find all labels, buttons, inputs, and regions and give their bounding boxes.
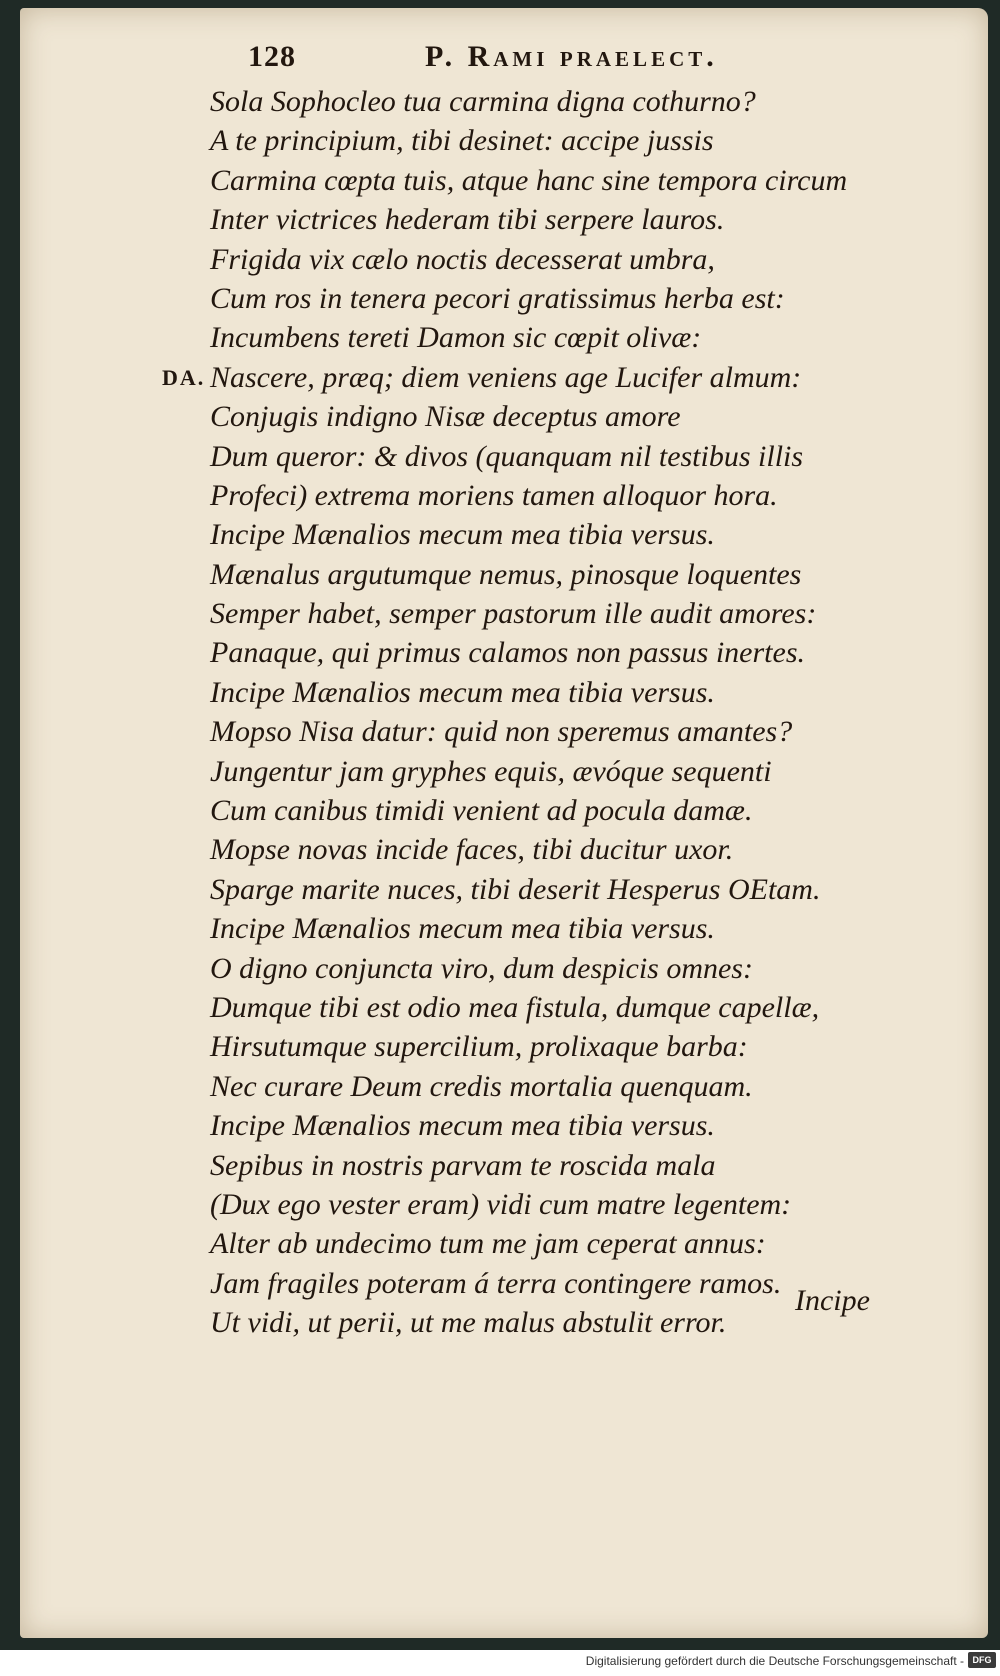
- verse-line: Mopse novas incide faces, tibi ducitur uxor.: [210, 833, 734, 867]
- verse-line: Cum canibus timidi venient ad pocula damæ.: [210, 794, 753, 828]
- verse-line: Hirsutumque supercilium, prolixaque barba:: [210, 1030, 748, 1064]
- verse-line: Incumbens tereti Damon sic cœpit olivæ:: [210, 321, 702, 355]
- verse-line: Jam fragiles poteram á terra contingere ramos.: [210, 1266, 782, 1300]
- verse-line: A te principium, tibi desinet: accipe jussis: [210, 124, 714, 158]
- verse-line: Inter victrices hederam tibi serpere lauros.: [210, 203, 725, 237]
- verse-line: Sparge marite nuces, tibi deserit Hesperus OEtam.: [210, 872, 821, 906]
- verse-line: Panaque, qui primus calamos non passus inertes.: [210, 636, 805, 670]
- refrain-line: Incipe Mænalios mecum mea tibia versus.: [210, 518, 715, 552]
- dfg-logo: DFG: [968, 1652, 996, 1668]
- catchword: Incipe: [795, 1284, 870, 1317]
- verse-line: Profeci) extrema moriens tamen alloquor hora.: [210, 478, 778, 512]
- verse-line: Sepibus in nostris parvam te roscida mala: [210, 1148, 716, 1182]
- verse-line: Dumque tibi est odio mea fistula, dumque capellæ,: [210, 990, 820, 1024]
- verse-line: Alter ab undecimo tum me jam ceperat annus:: [210, 1227, 766, 1261]
- verse-line: Cum ros in tenera pecori gratissimus herba est:: [210, 281, 785, 315]
- refrain-line: Incipe Mænalios mecum mea tibia versus.: [210, 675, 715, 709]
- verse-text: [162, 82, 970, 1343]
- refrain-line: Incipe Mænalios mecum mea tibia versus.: [210, 1109, 715, 1143]
- book-page: [20, 8, 988, 1638]
- verse-line-with-speaker: [162, 358, 970, 397]
- page-header: [20, 40, 988, 80]
- verse-line: Nec curare Deum credis mortalia quenquam.: [210, 1069, 753, 1103]
- verse-line: Dum queror: & divos (quanquam nil testibus illis: [210, 439, 804, 473]
- verse-line: Jungentur jam gryphes equis, ævóque sequenti: [210, 754, 772, 788]
- speaker-label: DA.: [162, 364, 206, 390]
- verse-line: Semper habet, semper pastorum ille audit amores:: [210, 597, 817, 631]
- verse-line: O digno conjuncta viro, dum despicis omnes:: [210, 951, 753, 985]
- verse-line: Sola Sophocleo tua carmina digna cothurno?: [210, 85, 756, 118]
- verse-line: Mopso Nisa datur: quid non speremus amantes?: [210, 715, 793, 749]
- page-number: 128: [248, 40, 296, 73]
- digitization-credit: Digitalisierung gefördert durch die Deutsche Forschungsgemeinschaft -: [585, 1654, 964, 1668]
- verse-line: Ut vidi, ut perii, ut me malus abstulit error.: [210, 1306, 727, 1340]
- verse-line: Frigida vix cælo noctis decesserat umbra,: [210, 242, 715, 276]
- verse-line: (Dux ego vester eram) vidi cum matre legentem:: [210, 1187, 792, 1221]
- verse-line: Carmina cœpta tuis, atque hanc sine tempora circum: [210, 163, 848, 197]
- verse-line-text: Nascere, præq; diem veniens age Lucifer almum:: [210, 360, 802, 394]
- verse-line: Conjugis indigno Nisæ deceptus amore: [210, 400, 681, 434]
- running-head: P. Rami praelect.: [425, 40, 718, 73]
- refrain-line: Incipe Mænalios mecum mea tibia versus.: [210, 912, 715, 946]
- verse-line: Mænalus argutumque nemus, pinosque loquentes: [210, 557, 802, 591]
